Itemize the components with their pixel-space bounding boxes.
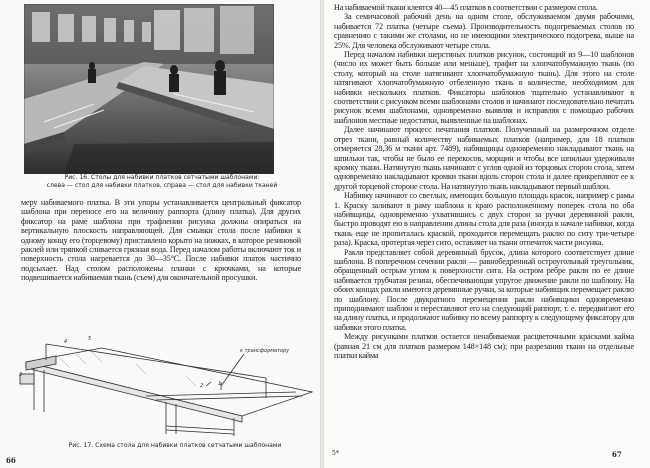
diagram-label-1: 1 [218,381,222,387]
right-paragraph: На набиваемой ткани клеятся 40—45 платков в соответствии с размером стола. [334,3,598,12]
printer-signature: 5* [332,450,339,457]
figure-caption: Рис. 17. Схема стола для набивки платков сетчатыми шаблонами [68,442,282,449]
right-paragraph: Ракля представляет собой деревянный брусок, длина которого соответствует длине шаблона. В поперечном сечении ракли — равнобедренный остроугольный треугольник, обращенный острым углом к поверхности сита. На остром ребре ракли по ее длине набивается трубчатая резина, обеспечивающая упругое движение ракли по шаблону. На обоих концах ракли имеются деревянные ручки, за которые набивщик перемещает раклю по шаблону. После двукратного перемещения ракли набивщики одновременно приподнимают шаблон и переставляют его на следующий раппорт, т. е. передвигают его на длину платка, и продолжают набивку по всему раппорту к следующему фиксатору для набивки этого платка. [334,247,634,332]
right-body-text [334,3,634,360]
photo-caption-title: Рис. 16. Столы для набивки платков сетчатыми шаблонами: [64,174,260,181]
diagram-label-4: 4 [64,339,68,345]
diagram-label-5: 5 [88,336,92,342]
book-gutter [320,0,324,468]
workshop-photo [24,4,274,174]
right-paragraph: За семичасовой рабочий день на одном столе, обслуживаемом двумя рабочими, набивается 72 платка (четыре съема). Производительность подогреваемых столов по сравнению с такими же столами, но не имеющими электрического подогрева, выше на 25%. Для человека обслуживают четыре стола. [334,12,634,50]
diagram-label-2: 2 [200,383,204,389]
left-page-number: 66 [6,456,16,465]
left-body-text [21,198,301,283]
label-to-transformer: к трансформатору [240,348,290,354]
right-page-number: 67 [612,450,622,459]
photo-caption [24,174,300,189]
table-schematic [16,330,316,440]
table-edge [26,362,242,422]
photo-caption-detail: слева — стол для набивки платков, справа — стол для набивки тканей [46,181,278,189]
table-top [26,348,312,416]
right-paragraph: Далее начинают процесс печатания платков. Полученный на размерочном отделе отрез ткани, равный количеству набиваемых платков (например, для 18 платков отмеряется 28,36 м ткани арт. 7489), набивщицы одновременно накладывают ткань на шпильки так, чтобы не было ее перекосов, морщин и чтобы все шпильки удерживали кромку ткани. Натянутую ткань начинают с углов одной из торцовых сторон стола, затем одновременно накладывают кромки ткани вдоль сторон стола и далее прикрепляют ее к другой торцевой стороне стола. На натянутую ткань накладывают первый шаблон. [334,125,634,191]
left-paragraph: меру набиваемого платка. В эти упоры устанавливается центральный фиксатор шаблона при переносе его на величину раппорта (длину платка). Для других фиксатор на раме шаблона при трафлении рисунка должны опираться на вертикальную плоскость направляющей. Для смывки стола после набивки к одному концу его (торцевому) приставлено корыто на ножках, в которое резиновой раклей или тряпкой сливается грязная вода. Перед началом работы включают ток и поверхность стола нагревается до 30—35°C. После набивки платок частично подсыхает. Над столом расположены планки с крючками, на которые подвешивается набиваемая ткань (съем) для окончательной просушки. [21,198,301,283]
right-paragraph: Перед началом набивки шерстяных платков рисунок, состоящий из 9—10 шаблонов (число их может быть больше или меньше), трафит на хлопчатобумажную ткань (по столу, который на столе натягивают хлопчатобумажную ткань). Для этого на столе натягивают хлопчатобумажную отбеленную ткань в количестве, необходимом для набивки нескольких платков. Фиксаторы шаблонов тщательно устанавливают в соответствии с рисунком всеми шаблонами столов и начинают последовательно печатать рисунок всеми шаблонами, одновременно выявляя и исправляя с помощью рабочих шаблонов местные недостатки, выявленные на шаблонах. [334,50,634,125]
right-paragraph: Между рисунками платков остается ненабиваемая расцветочными красками кайма (равная 21 см для платков размером 148×148 см); при разрезании ткани на отдельные платки кайма [334,332,634,361]
diagram-label-3: 3 [19,372,23,378]
right-paragraph: Набивку начинают со светлых, имеющих большую площадь красок, например с рамы 1. Краску заливают в раму шаблона к краю расположенному поперек стола по оба набивщицы, одновременно ухватившись с двух сторон за ручки деревянной ракли, быстро проводят ею в направлении длины стола для раза (иногда в начале набивки, когда ткань еще не пропиталась краской, проходится перемещать раклю по ситу три-четыре раза). Краска, протертая через сито, оставляет на ткани отпечаток части рисунка. [334,191,634,248]
